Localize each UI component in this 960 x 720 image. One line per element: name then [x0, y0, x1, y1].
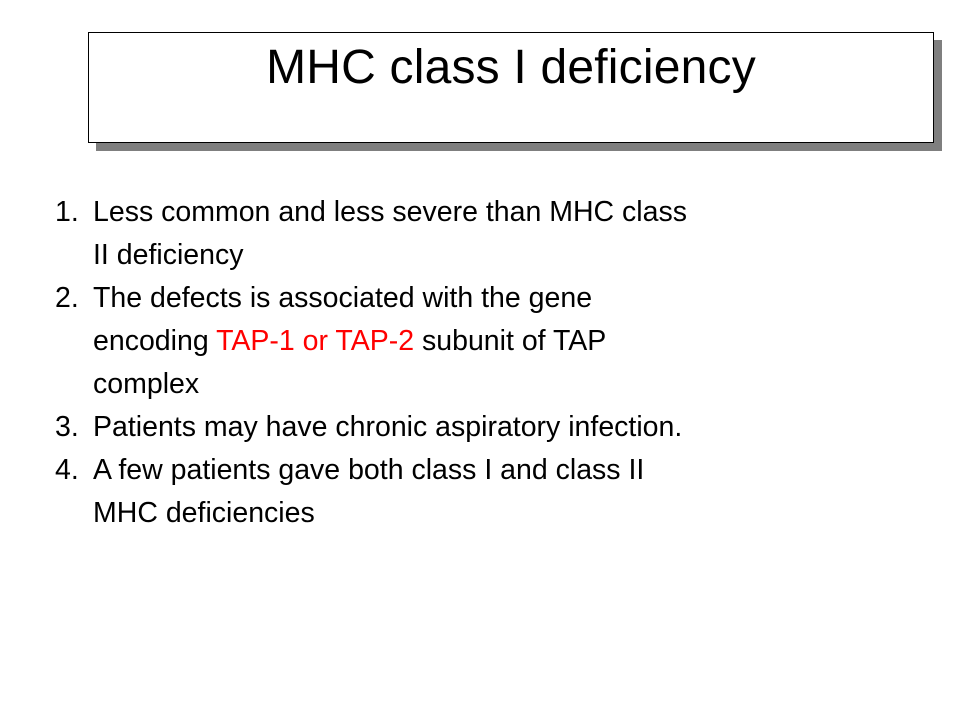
bullet-item-4 — [55, 449, 935, 535]
bullet-number: 4. — [55, 454, 79, 486]
bullet-text: A few patients gave both class I and class II MHC deficiencies — [93, 454, 645, 529]
bullet-item-3 — [55, 406, 935, 449]
slide-title: MHC class I deficiency — [266, 41, 756, 94]
highlighted-text: TAP-1 or TAP-2 — [216, 325, 415, 357]
bullet-text: Patients may have chronic aspiratory infection. — [93, 411, 683, 443]
bullet-text: Less common and less severe than MHC class II deficiency — [93, 196, 687, 271]
bullet-text — [93, 277, 935, 406]
bullet-number: 2. — [55, 282, 79, 314]
bullet-number: 3. — [55, 411, 79, 443]
bullet-item-1 — [55, 191, 935, 277]
bullet-list — [55, 191, 935, 535]
bullet-text-after: subunit of TAP complex — [93, 325, 607, 400]
bullet-text-before: The defects is associated with the gene encoding — [93, 282, 593, 357]
title-box — [88, 32, 934, 143]
bullet-number: 1. — [55, 196, 79, 228]
bullet-item-2 — [55, 277, 935, 406]
